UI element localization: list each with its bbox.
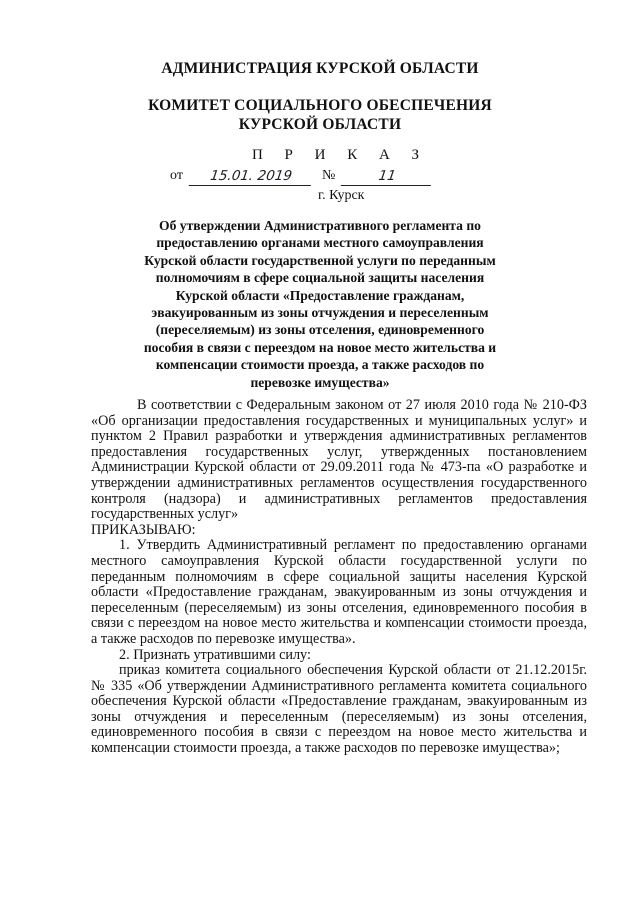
preamble-paragraph: В соответствии с Федеральным законом от 27 июля 2010 года № 210-ФЗ «Об организации предоставления государственных и муниципальных услуг» и пунктом 2 Правил разработки и утверждения административных регламентов предоставления государственных услуг, утвержденных постановлением Администрации Курской области от 29.09.2011 года № 473-па «О разработке и утверждении административных регламентов осуществления государственного контроля (надзора) и административных регламентов предоставления государственных услуг» xyxy=(91,397,587,523)
number-label: № xyxy=(322,168,336,183)
order-item-2-text: приказ комитета социального обеспечения Курской области от 21.12.2015г. № 335 «Об утверждении Административного регламента комитета социального обеспечения Курской области «Предоставление гражданам, эвакуированным из зоны отчуждения и переселенным (переселяемым) из зоны отселения, единовременного пособия в связи с переездом на новое место жительства и компенсации стоимости проезда, а также расходов по перевозке имущества»; xyxy=(91,662,587,757)
city: г. Курск xyxy=(318,188,365,203)
order-body xyxy=(91,398,587,757)
number-value: 11 xyxy=(341,168,434,186)
order-date-number-line xyxy=(170,168,450,188)
order-item-1: 1. Утвердить Административный регламент по предоставлению органами местного самоуправления Курской области государственной услуги по переданным полномочиям в сфере социальной защиты населения Курской области «Предоставление гражданам, эвакуированным из зоны отчуждения и переселенным (переселяемым) из зоны отселения, единовременного пособия в связи с переездом на новое место жительства и компенсации стоимости проезда, а также расходов по перевозке имущества». xyxy=(91,537,587,647)
date-label: от xyxy=(170,168,183,183)
order-subject: Об утверждении Административного регламента по предоставлению органами местного самоуправления Курской области государственной услуги по переданным полномочиям в сфере социальной защиты населения Курской области «Предоставление гражданам, эвакуированным из зоны отчуждения и переселенным (переселяемым) из зоны отселения, единовременного пособия в связи с переездом на новое место жительства и компенсации стоимости проезда, а также расходов по перевозке имущества» xyxy=(143,218,497,390)
order-title: П Р И К А З xyxy=(251,147,429,163)
date-value: 15.01. 2019 xyxy=(189,168,314,186)
committee-heading-line1: КОМИТЕТ СОЦИАЛЬНОГО ОБЕСПЕЧЕНИЯ xyxy=(148,97,492,114)
administration-heading: АДМИНИСТРАЦИЯ КУРСКОЙ ОБЛАСТИ xyxy=(161,60,479,77)
committee-heading xyxy=(0,96,640,134)
order-item-2: 2. Признать утратившими силу: xyxy=(119,646,311,663)
orders-word: ПРИКАЗЫВАЮ: xyxy=(91,521,196,538)
committee-heading-line2: КУРСКОЙ ОБЛАСТИ xyxy=(238,116,402,133)
